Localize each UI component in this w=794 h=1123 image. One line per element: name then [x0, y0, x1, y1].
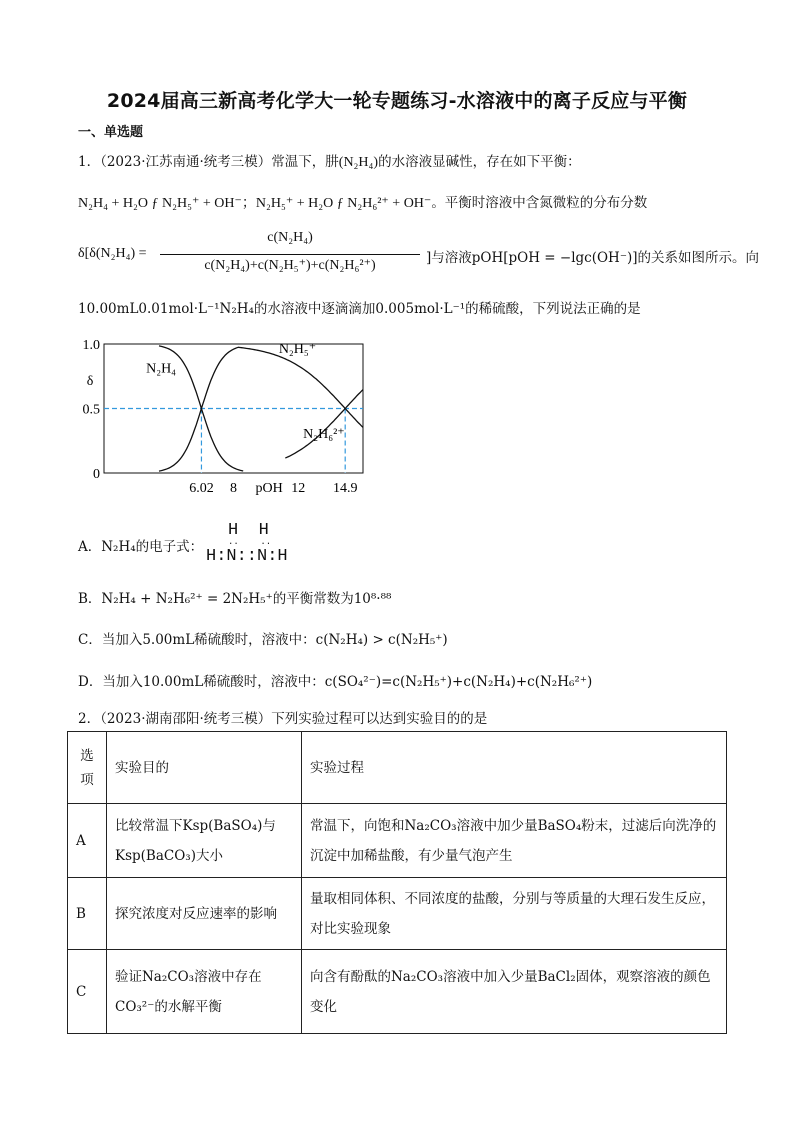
table-header-row: [68, 732, 727, 804]
q2-stem: 2．（2023·湖南邵阳·统考三模）下列实验过程可以达到实验目的的是: [78, 711, 488, 727]
row-c-procedure: 向含有酚酞的Na₂CO₃溶液中加入少量BaCl₂固体，观察溶液的颜色变化: [302, 950, 727, 1034]
header-option: 选项: [68, 732, 107, 804]
x-tick-label: 14.9: [332, 481, 358, 496]
q1-fraction-numerator: c(N₂H₄): [267, 230, 313, 245]
species-label: N₂H₅⁺: [278, 342, 317, 358]
table-row: [68, 878, 727, 950]
y-tick-label: 0.5: [82, 402, 100, 418]
q1-delta-rhs: ]与溶液pOH[pOH = −lgc(OH⁻)]的关系如图所示。向: [426, 250, 759, 266]
y-tick-label: 1.0: [82, 338, 100, 353]
row-b-goal: 探究浓度对反应速率的影响: [107, 878, 302, 950]
row-a-goal: 比较常温下Ksp(BaSO₄)与Ksp(BaCO₃)大小: [107, 804, 302, 878]
row-b-option: B: [68, 878, 107, 950]
q1-stem-source: 1．（2023·江苏南通·统考三模）常温下，肼: [78, 154, 339, 170]
x-axis-label: pOH: [255, 481, 283, 496]
lewis-lone-pairs: ·· ··: [228, 539, 272, 549]
q1-option-d: D．当加入10.00mL稀硫酸时，溶液中：c(SO₄²⁻)=c(N₂H₅⁺)+c(N₂H₄)+c(N₂H₆²⁺): [78, 674, 593, 690]
row-b-procedure: 量取相同体积、不同浓度的盐酸，分别与等质量的大理石发生反应，对比实验现象: [302, 878, 727, 950]
q1-equilibria-line: [78, 191, 647, 212]
q1-option-b: B．N₂H₄ + N₂H₆²⁺ = 2N₂H₅⁺的平衡常数为10⁸·⁸⁸: [78, 591, 392, 607]
n2h5-curve: [159, 347, 363, 471]
section-heading: 一、单选题: [78, 125, 144, 140]
q1-option-c: C．当加入5.00mL稀硫酸时，溶液中：c(N₂H₄) > c(N₂H₅⁺): [78, 632, 448, 648]
q1-fraction-denominator: c(N₂H₄)+c(N₂H₅⁺)+c(N₂H₆²⁺): [204, 258, 376, 273]
row-c-goal: 验证Na₂CO₃溶液中存在CO₃²⁻的水解平衡: [107, 950, 302, 1034]
experiment-table: [67, 731, 727, 1034]
lewis-top-hydrogens: H H: [228, 521, 269, 540]
species-label: N₂H₄: [146, 361, 177, 377]
q1-fraction-bar: [160, 254, 420, 255]
header-procedure: 实验过程: [302, 732, 727, 804]
x-tick-label: 12: [291, 481, 306, 496]
q1-equilibria: N₂H₄ + H₂O ƒ N₂H₅⁺ + OH⁻；N₂H₅⁺ + H₂O ƒ N₂H₆²⁺ + OH⁻: [78, 196, 432, 211]
page-title: 2024届高三新高考化学大一轮专题练习-水溶液中的离子反应与平衡: [106, 90, 688, 112]
q1-stem-line1: [78, 150, 581, 171]
x-tick-label: 6.02: [189, 481, 214, 496]
q1-stem-basic: 的水溶液显碱性，存在如下平衡：: [378, 154, 581, 170]
distribution-chart: [70, 334, 380, 500]
q1-distribution-text: 。平衡时溶液中含氮微粒的分布分数: [431, 195, 648, 211]
q1-stem-line3: 10.00mL0.01mol·L⁻¹N₂H₄的水溶液中逐滴滴加0.005mol·L⁻¹的稀硫酸，下列说法正确的是: [78, 301, 641, 317]
y-tick-label: 0: [93, 467, 100, 482]
q1-delta-lhs: δ[δ(N₂H₄) =: [78, 246, 147, 261]
row-c-option: C: [68, 950, 107, 1034]
q1-option-a: A．N₂H₄的电子式：: [78, 539, 204, 555]
q1-hydrazine-formula: (N₂H₄): [338, 155, 379, 170]
species-label: N₂H₆²⁺: [303, 427, 345, 443]
hydrazine-lewis-structure: [206, 522, 288, 566]
row-a-procedure: 常温下，向饱和Na₂CO₃溶液中加少量BaSO₄粉末，过滤后向洗净的沉淀中加稀盐酸，有少量气泡产生: [302, 804, 727, 878]
table-row: [68, 804, 727, 878]
lewis-main-row: H:N::N:H: [206, 547, 288, 566]
n2h6-curve: [285, 390, 363, 459]
header-goal: 实验目的: [107, 732, 302, 804]
table-row: [68, 950, 727, 1034]
x-tick-label: 8: [230, 481, 237, 496]
row-a-option: A: [68, 804, 107, 878]
y-axis-label: δ: [86, 374, 94, 390]
